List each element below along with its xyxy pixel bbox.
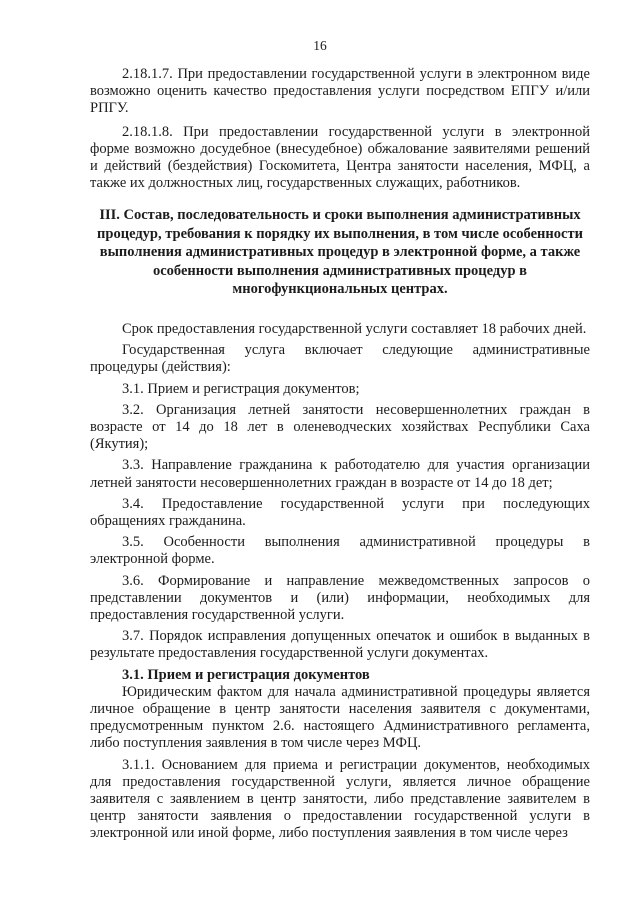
paragraph-legal-fact: Юридическим фактом для начала административной процедуры является личное обращение в центр занятости населения заявителя с документами, предусмотренным пунктом 2.6. настоящего Административного регламента, либо поступления заявления в том числе через МФЦ. bbox=[90, 683, 590, 752]
list-item-3-5: 3.5. Особенности выполнения административной процедуры в электронной форме. bbox=[90, 534, 590, 568]
paragraph-procedures-intro: Государственная услуга включает следующие административные процедуры (действия): bbox=[90, 342, 590, 376]
page-number: 16 bbox=[313, 38, 327, 53]
list-item-3-2: 3.2. Организация летней занятости несовершеннолетних граждан в возрасте от 14 до 18 лет в оленеводческих хозяйствах Республики Саха (Якутия); bbox=[90, 401, 590, 453]
list-item-3-6: 3.6. Формирование и направление межведомственных запросов о представлении документов и (или) информации, необходимых для предоставления государственной услуги. bbox=[90, 572, 590, 623]
paragraph-3-1-1: 3.1.1. Основанием для приема и регистрации документов, необходимых для предоставления государственной услуги, является личное обращение заявителя с заявлением в центр занятости, либо представление заявителем в центр занятости заявления о предоставлении государственной услуги в электронной или иной форме, либо поступления заявления в том числе через bbox=[90, 756, 590, 842]
paragraph-term: Срок предоставления государственной услуги составляет 18 рабочих дней. bbox=[122, 320, 587, 337]
list-item-3-3: 3.3. Направление гражданина к работодателю для участия организации летней занятости несовершеннолетних граждан в возрасте от 14 до 18 дет; bbox=[90, 457, 590, 491]
document-body bbox=[90, 66, 590, 847]
list-item-3-7: 3.7. Порядок исправления допущенных опечаток и ошибок в выданных в результате предоставления государственной услуги документах. bbox=[90, 628, 590, 662]
list-item-3-1: 3.1. Прием и регистрация документов; bbox=[122, 380, 360, 397]
paragraph-2-18-1-8: 2.18.1.8. При предоставлении государственной услуги в электронной форме возможно досудебное (внесудебное) обжалование заявителями решений и действий (бездействия) Госкомитета, Центра занятости населения, МФЦ, а также их должностных лиц, государственных служащих, работников. bbox=[90, 123, 590, 192]
subheading-3-1: 3.1. Прием и регистрация документов bbox=[122, 666, 370, 683]
paragraph-2-18-1-7: 2.18.1.7. При предоставлении государственной услуги в электронном виде возможно оценить качество предоставления услуги посредством ЕПГУ и/или РПГУ. bbox=[90, 66, 590, 117]
list-item-3-4: 3.4. Предоставление государственной услуги при последующих обращениях гражданина. bbox=[90, 495, 590, 529]
section-title: III. Состав, последовательность и сроки выполнения административных процедур, требования к порядку их выполнения, в том числе особенности выполнения административных процедур в электронной форме, а также особенности выполнения административных процедур в многофункциональных центрах. bbox=[97, 207, 583, 298]
